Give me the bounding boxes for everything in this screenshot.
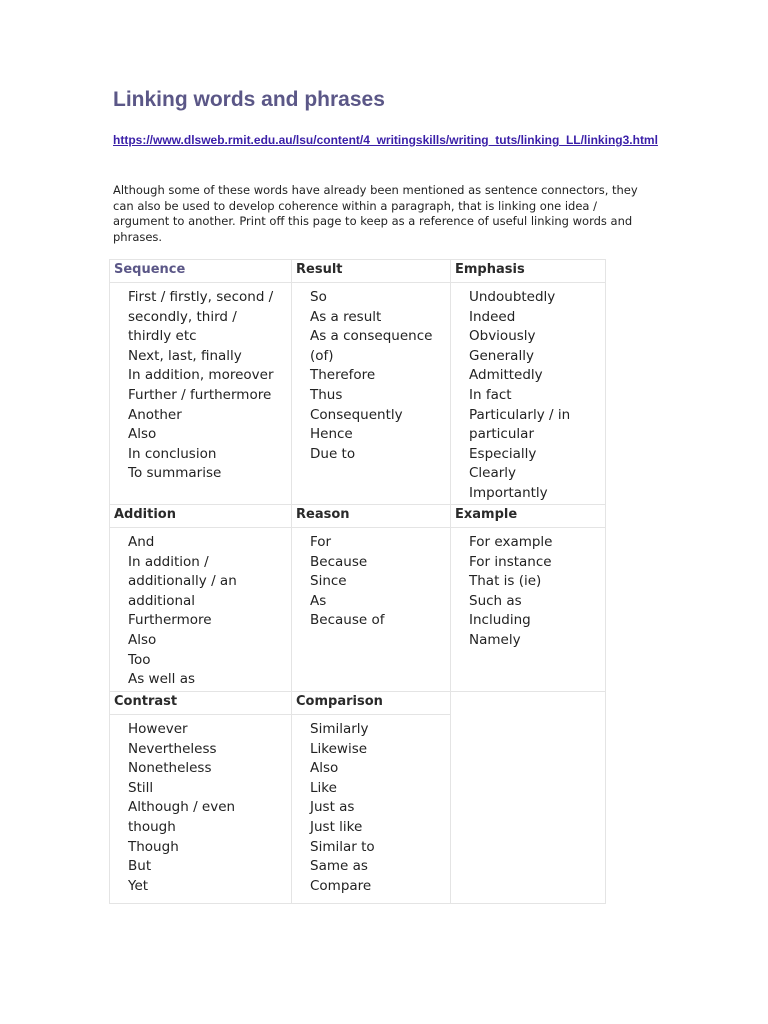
list-item: Obviously xyxy=(469,328,536,345)
list-item: But xyxy=(128,858,152,875)
list-item: additionally / an xyxy=(128,573,237,590)
sequence-list xyxy=(128,288,291,484)
list-item: Hence xyxy=(310,426,353,443)
result-list xyxy=(310,288,450,464)
list-item: So xyxy=(310,289,327,305)
list-item: For example xyxy=(469,534,553,550)
list-item: Namely xyxy=(469,631,521,648)
list-item: Clearly xyxy=(469,465,517,482)
list-item: Same as xyxy=(310,858,368,875)
list-item: Furthermore xyxy=(128,612,212,629)
list-item: Thus xyxy=(310,386,343,403)
content-row xyxy=(110,283,606,505)
content-row xyxy=(110,528,606,692)
list-item: For xyxy=(310,534,332,550)
list-item: In conclusion xyxy=(128,445,217,462)
result-heading: Result xyxy=(292,260,451,283)
list-item: As a consequence xyxy=(310,328,433,345)
list-item: Especially xyxy=(469,445,537,462)
contrast-list xyxy=(128,720,291,896)
sequence-heading: Sequence xyxy=(110,260,292,283)
list-item: Such as xyxy=(469,592,522,609)
list-item: Yet xyxy=(128,877,149,894)
list-item: Undoubtedly xyxy=(469,289,556,305)
list-item: particular xyxy=(469,426,534,443)
reason-cell xyxy=(292,528,451,692)
list-item: As xyxy=(310,592,327,609)
reason-list xyxy=(310,533,450,631)
list-item: Nevertheless xyxy=(128,740,217,757)
list-item: Also xyxy=(310,760,339,777)
contrast-heading: Contrast xyxy=(110,692,292,715)
list-item: thirdly etc xyxy=(128,328,197,345)
list-item: Therefore xyxy=(310,367,376,384)
page-title: Linking words and phrases xyxy=(113,88,385,111)
list-item: Like xyxy=(310,779,337,796)
list-item: Just as xyxy=(310,799,355,816)
list-item: Generally xyxy=(469,347,534,364)
list-item: However xyxy=(128,721,188,737)
empty-cell xyxy=(451,692,606,904)
emphasis-cell xyxy=(451,283,606,505)
list-item: though xyxy=(128,818,176,835)
contrast-cell xyxy=(110,715,292,904)
list-item: To summarise xyxy=(128,465,222,482)
comparison-cell xyxy=(292,715,451,904)
emphasis-list xyxy=(469,288,605,504)
addition-heading: Addition xyxy=(110,505,292,528)
list-item: Next, last, finally xyxy=(128,347,242,364)
addition-cell xyxy=(110,528,292,692)
header-row xyxy=(110,260,606,283)
example-cell xyxy=(451,528,606,692)
source-link[interactable]: https://www.dlsweb.rmit.edu.au/lsu/content/4_writingskills/writing_tuts/linking_LL/linking3.html xyxy=(113,133,658,147)
list-item: Compare xyxy=(310,877,372,894)
list-item: Also xyxy=(128,426,157,443)
list-item: Since xyxy=(310,573,347,590)
list-item: Importantly xyxy=(469,484,548,501)
list-item: Indeed xyxy=(469,308,516,325)
list-item: Likewise xyxy=(310,740,368,757)
example-heading: Example xyxy=(451,505,606,528)
list-item: Another xyxy=(128,406,182,423)
list-item: Similarly xyxy=(310,721,369,737)
list-item: Because of xyxy=(310,612,385,629)
comparison-list xyxy=(310,720,450,896)
list-item: Just like xyxy=(310,818,363,835)
emphasis-heading: Emphasis xyxy=(451,260,606,283)
example-list xyxy=(469,533,605,651)
list-item: Including xyxy=(469,612,531,629)
list-item: Though xyxy=(128,838,179,855)
comparison-heading: Comparison xyxy=(292,692,451,715)
header-row xyxy=(110,505,606,528)
list-item: additional xyxy=(128,592,196,609)
intro-paragraph: Although some of these words have already been mentioned as sentence connectors, they can also be used to develop coherence within a paragraph, that is linking one idea / argument to another. Print off this page to keep as a reference of useful linking words and phrases. xyxy=(113,183,638,244)
sequence-cell xyxy=(110,283,292,505)
list-item: secondly, third / xyxy=(128,308,237,325)
list-item: As well as xyxy=(128,671,196,688)
list-item: That is (ie) xyxy=(469,573,542,590)
list-item: In fact xyxy=(469,386,512,403)
list-item: Because xyxy=(310,553,368,570)
result-cell xyxy=(292,283,451,505)
list-item: In addition, moreover xyxy=(128,367,274,384)
list-item: Nonetheless xyxy=(128,760,212,777)
list-item: Also xyxy=(128,631,157,648)
list-item: Too xyxy=(128,651,151,668)
list-item: Consequently xyxy=(310,406,403,423)
linking-words-table xyxy=(109,259,606,904)
list-item: First / firstly, second / xyxy=(128,289,274,305)
list-item: Still xyxy=(128,779,154,796)
list-item: As a result xyxy=(310,308,382,325)
reason-heading: Reason xyxy=(292,505,451,528)
list-item: Although / even xyxy=(128,799,236,816)
list-item: Particularly / in xyxy=(469,406,571,423)
list-item: Due to xyxy=(310,445,356,462)
header-row xyxy=(110,692,606,715)
list-item: Further / furthermore xyxy=(128,386,272,403)
list-item: (of) xyxy=(310,347,334,364)
list-item: And xyxy=(128,534,155,550)
list-item: For instance xyxy=(469,553,552,570)
list-item: Similar to xyxy=(310,838,375,855)
list-item: Admittedly xyxy=(469,367,543,384)
list-item: In addition / xyxy=(128,553,209,570)
addition-list xyxy=(128,533,291,690)
